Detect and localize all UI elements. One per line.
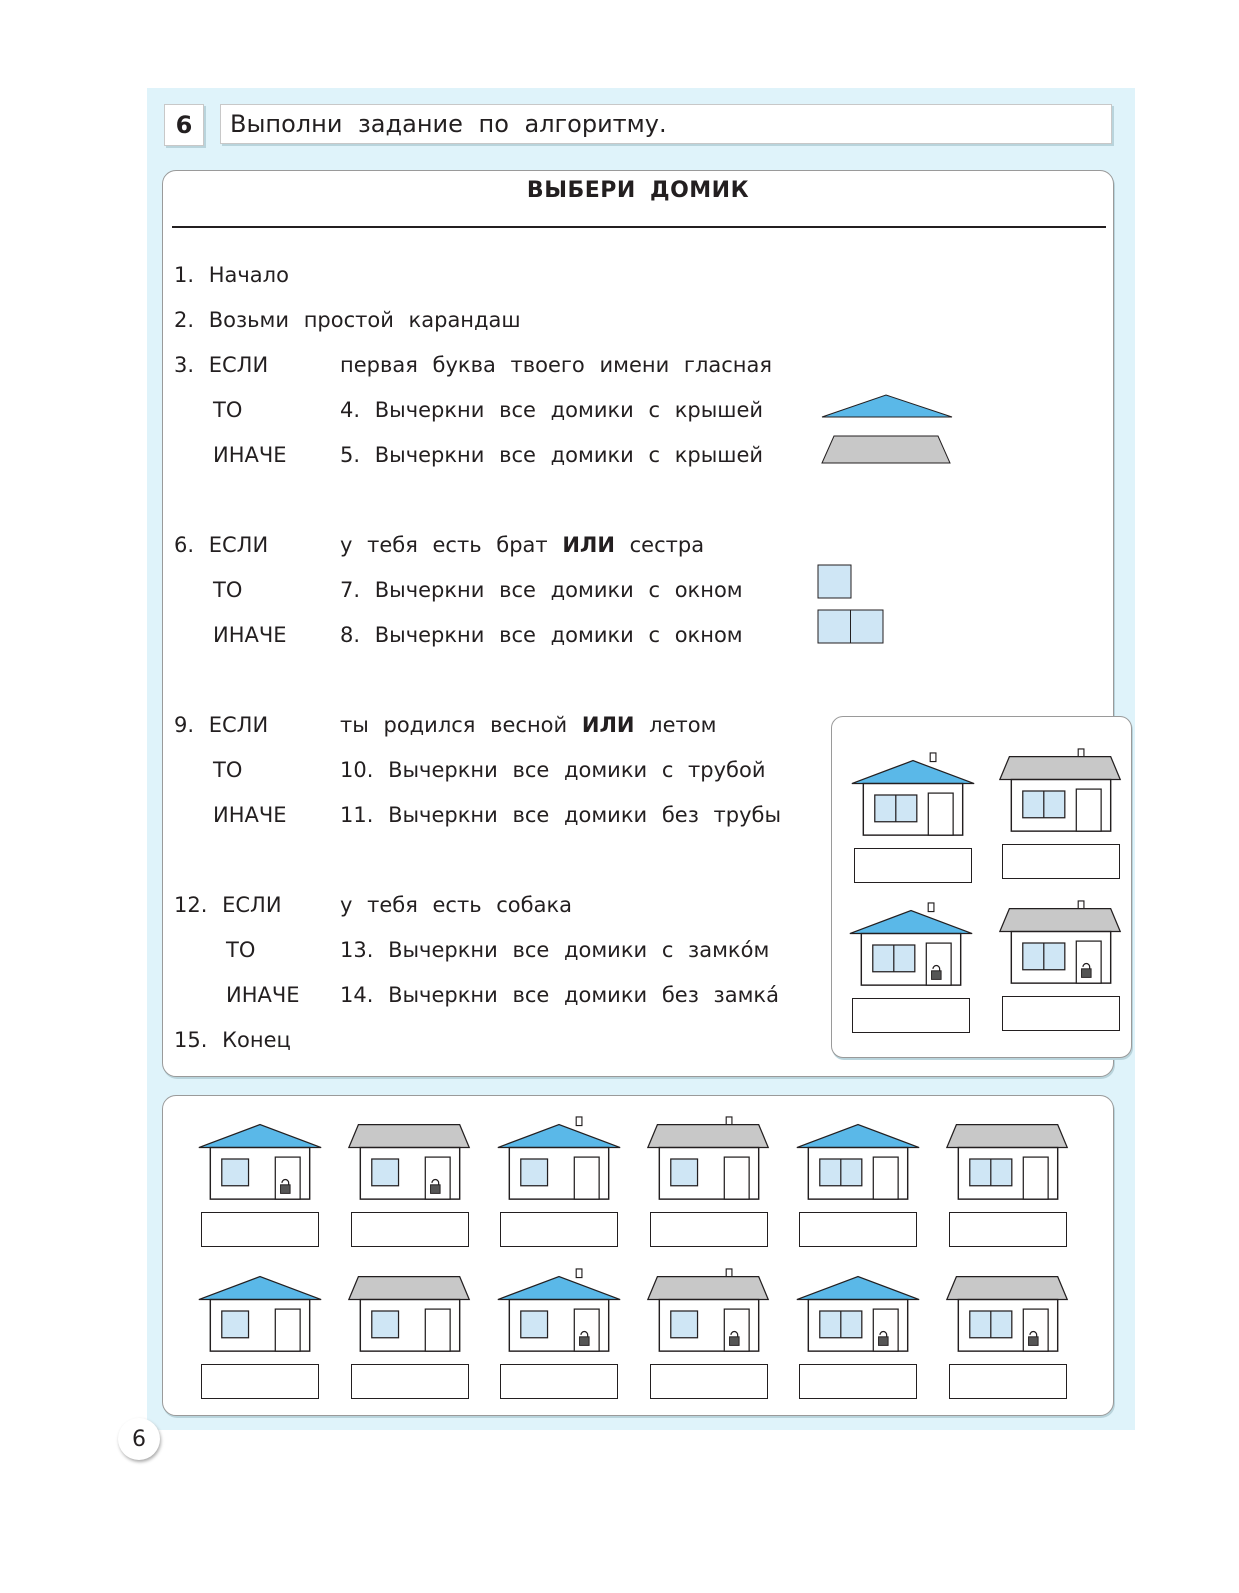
blue-roof-sample-icon (818, 392, 958, 422)
step-6-condition: у тебя есть брат ИЛИ сестра (340, 533, 705, 557)
double-window-sample-icon (816, 608, 888, 646)
grid-row2-answer-field[interactable] (351, 1364, 469, 1399)
grid-row2-house-icon (342, 1268, 478, 1358)
step-11: 11. Вычеркни все домики без трубы (340, 803, 782, 827)
grid-row2-answer-field[interactable] (500, 1364, 618, 1399)
step-9-else: ИНАЧЕ (213, 803, 287, 827)
choice-house-icon (845, 752, 981, 842)
choice-house-icon (993, 748, 1129, 838)
algorithm-title: ВЫБЕРИ ДОМИК (526, 178, 750, 203)
grid-row2-house-icon (491, 1268, 627, 1358)
step-3-if: 3. ЕСЛИ (174, 353, 269, 377)
step-3-else: ИНАЧЕ (213, 443, 287, 467)
step-4: 4. Вычеркни все домики с крышей (340, 398, 764, 422)
choice-house-icon (843, 902, 979, 992)
step-8: 8. Вычеркни все домики с окном (340, 623, 743, 647)
choice-answer-field[interactable] (854, 848, 972, 883)
step-2: 2. Возьми простой карандаш (174, 308, 521, 332)
grid-row1-answer-field[interactable] (949, 1212, 1067, 1247)
choice-answer-field[interactable] (1002, 844, 1120, 879)
grid-row1-house-icon (342, 1116, 478, 1206)
grid-row1-house-icon (940, 1116, 1076, 1206)
step-13: 13. Вычеркни все домики с замко́м (340, 938, 770, 962)
step-5: 5. Вычеркни все домики с крышей (340, 443, 764, 467)
step-12-condition: у тебя есть собака (340, 893, 573, 917)
grid-row2-answer-field[interactable] (650, 1364, 768, 1399)
title-divider (172, 226, 1106, 228)
step-12-if: 12. ЕСЛИ (174, 893, 282, 917)
grid-row1-answer-field[interactable] (799, 1212, 917, 1247)
grid-row1-house-icon (641, 1116, 777, 1206)
step-6-then: ТО (213, 578, 243, 602)
page-number: 6 (118, 1418, 160, 1460)
choice-answer-field[interactable] (852, 998, 970, 1033)
grid-row1-answer-field[interactable] (650, 1212, 768, 1247)
task-instruction: Выполни задание по алгоритму. (220, 104, 1112, 144)
step-15: 15. Конец (174, 1028, 291, 1052)
grid-row1-answer-field[interactable] (201, 1212, 319, 1247)
grid-row1-house-icon (192, 1116, 328, 1206)
single-window-sample-icon (816, 563, 856, 601)
step-12-then: ТО (226, 938, 256, 962)
step-3-condition: первая буква твоего имени гласная (340, 353, 773, 377)
choice-answer-field[interactable] (1002, 996, 1120, 1031)
grid-row2-house-icon (192, 1268, 328, 1358)
grid-row2-answer-field[interactable] (949, 1364, 1067, 1399)
grid-row1-answer-field[interactable] (351, 1212, 469, 1247)
step-6-if: 6. ЕСЛИ (174, 533, 269, 557)
grid-row1-house-icon (790, 1116, 926, 1206)
step-14: 14. Вычеркни все домики без замка́ (340, 983, 779, 1007)
grid-row1-answer-field[interactable] (500, 1212, 618, 1247)
step-9-then: ТО (213, 758, 243, 782)
grid-row2-house-icon (940, 1268, 1076, 1358)
grid-row1-house-icon (491, 1116, 627, 1206)
step-1: 1. Начало (174, 263, 289, 287)
gray-roof-sample-icon (818, 433, 958, 467)
step-10: 10. Вычеркни все домики с трубой (340, 758, 766, 782)
grid-row2-house-icon (790, 1268, 926, 1358)
grid-row2-answer-field[interactable] (799, 1364, 917, 1399)
step-9-if: 9. ЕСЛИ (174, 713, 269, 737)
step-9-condition: ты родился весной ИЛИ летом (340, 713, 717, 737)
grid-row2-house-icon (641, 1268, 777, 1358)
step-7: 7. Вычеркни все домики с окном (340, 578, 743, 602)
step-12-else: ИНАЧЕ (226, 983, 300, 1007)
step-6-else: ИНАЧЕ (213, 623, 287, 647)
task-number: 6 (164, 104, 204, 146)
step-3-then: ТО (213, 398, 243, 422)
choice-house-icon (993, 900, 1129, 990)
grid-row2-answer-field[interactable] (201, 1364, 319, 1399)
